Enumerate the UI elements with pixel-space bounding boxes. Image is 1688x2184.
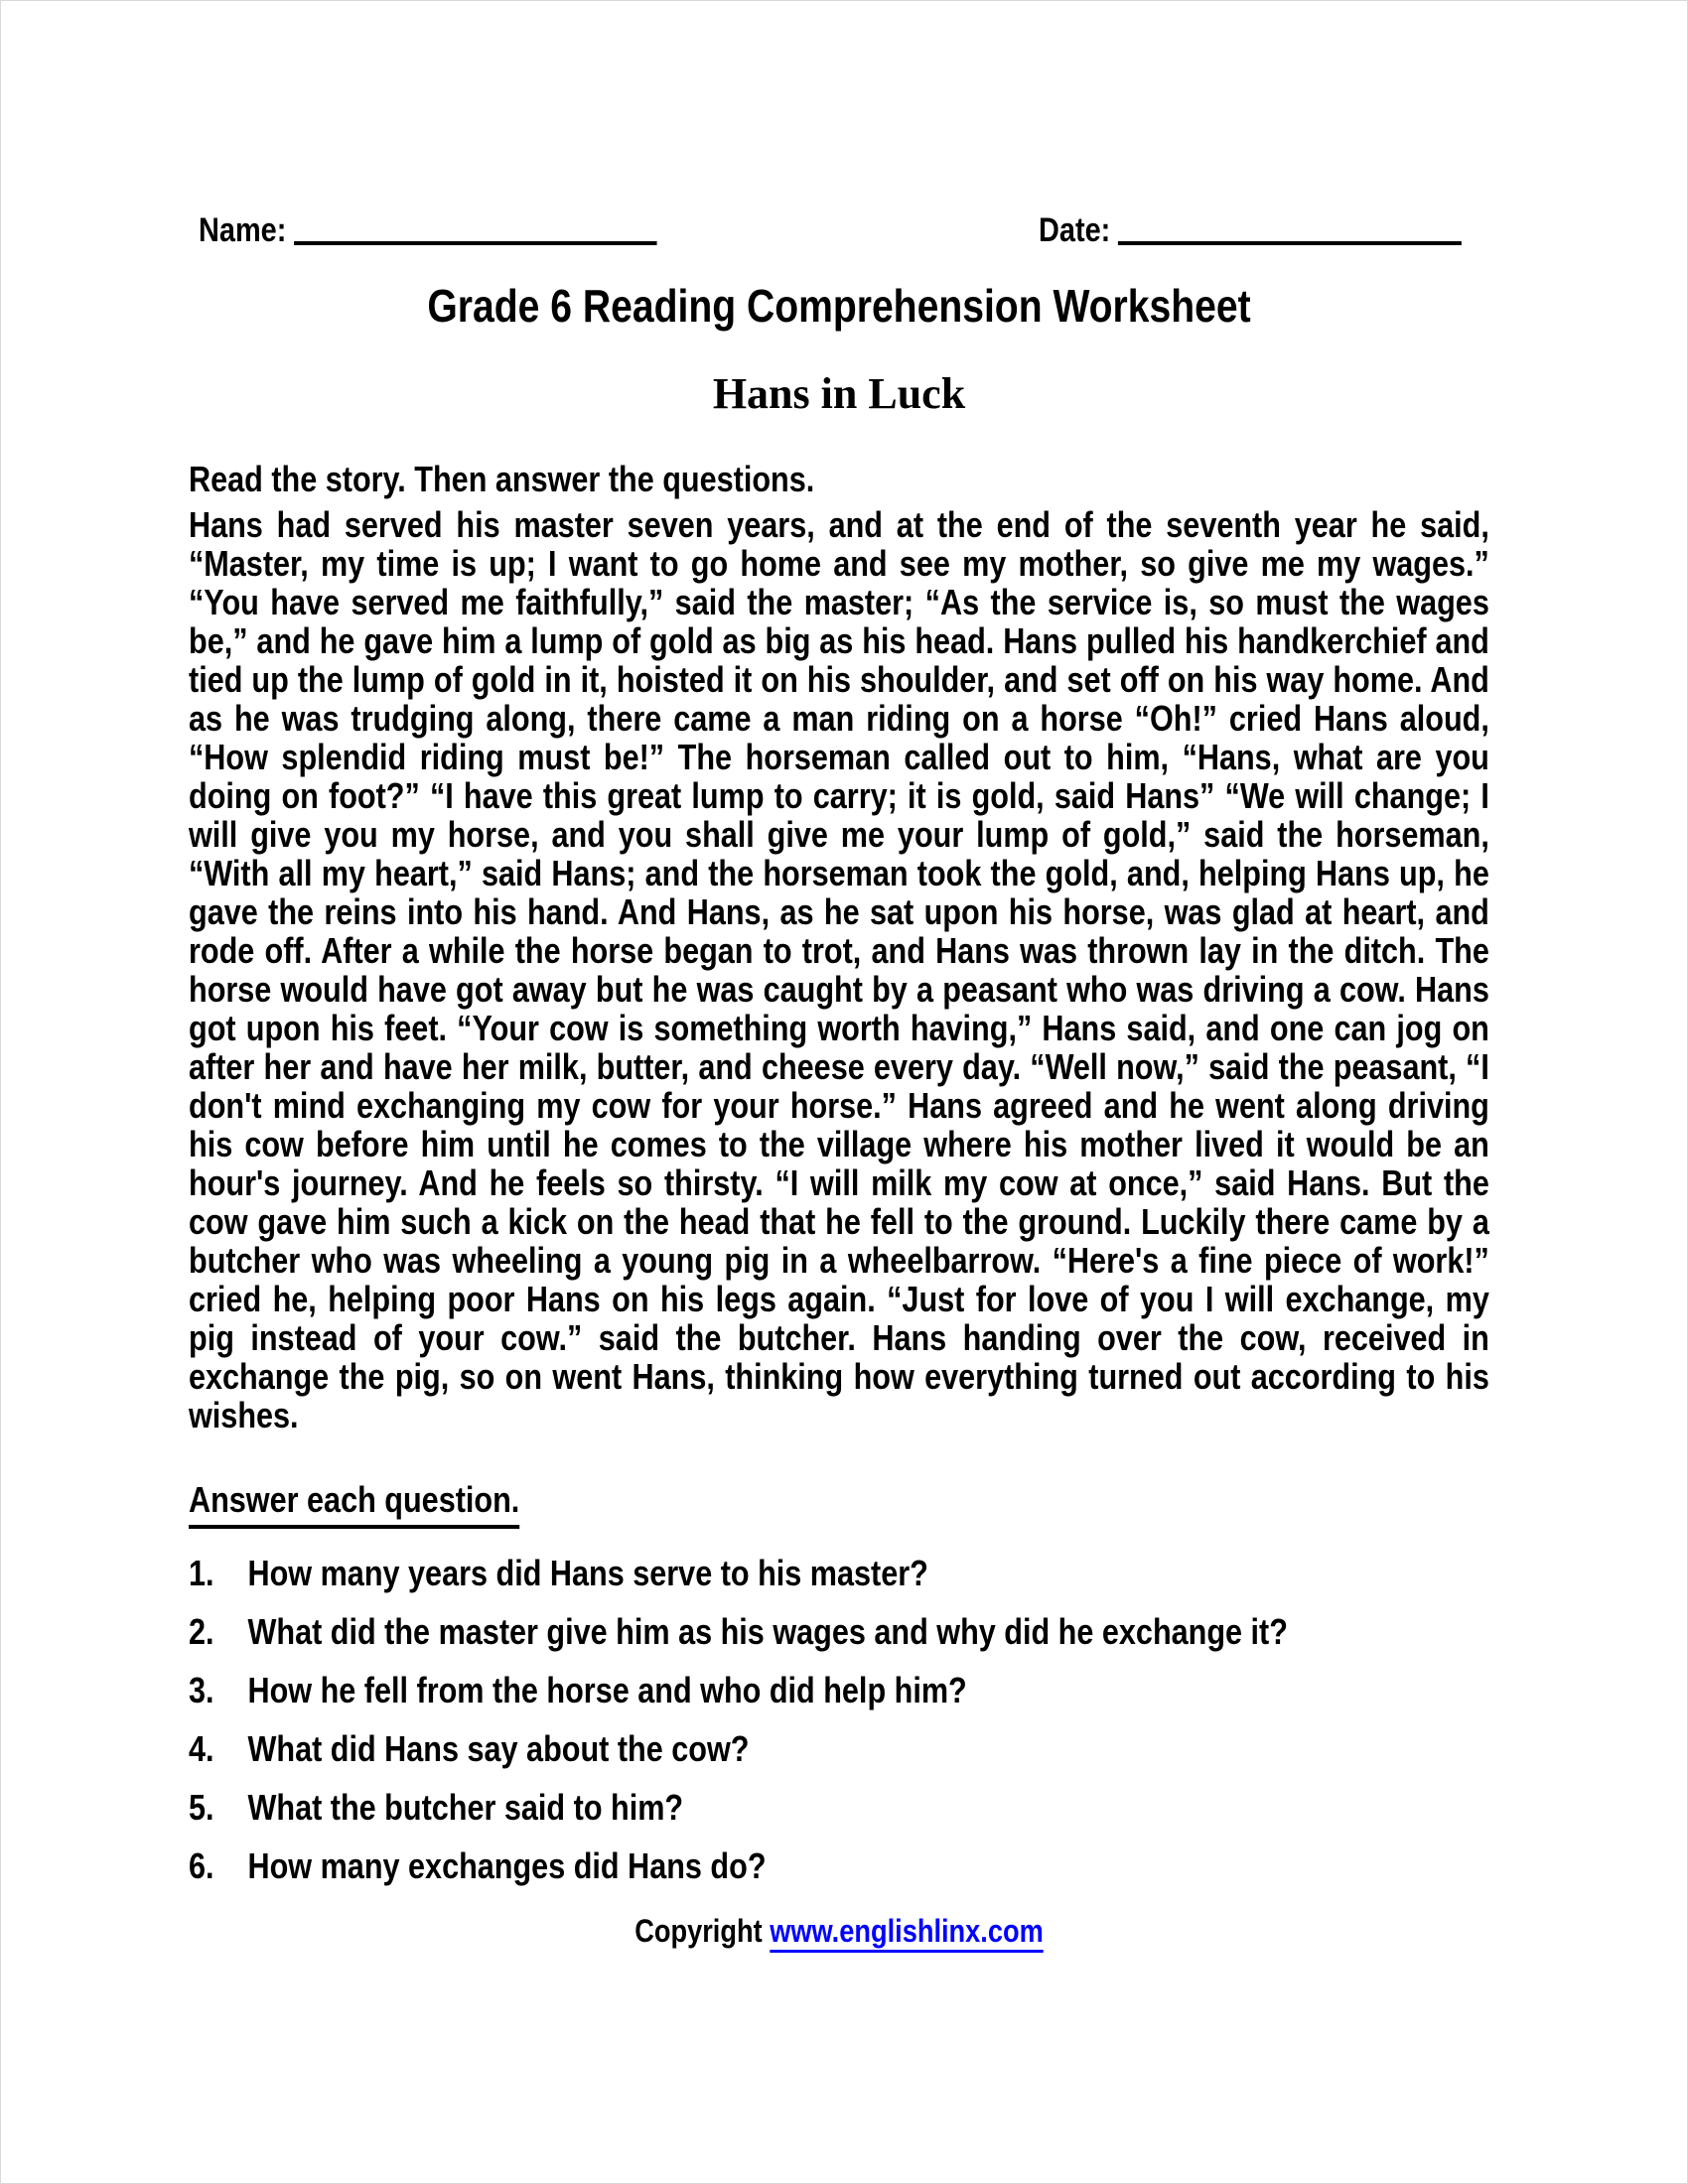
question-number: 2. <box>189 1611 214 1652</box>
story-text: Hans had served his master seven years, and at the end of the seventh year he said, “Master, my time is up; I want to go home and see my mother, so give me my wages.” “You have served me faithfully,” said the master; “As the service is, so must the wages be,” and he gave him a lump of gold as big as his head. Hans pulled his handkerchief and tied up the lump of gold in it, hoisted it on his shoulder, and set off on his way home. And as he was trudging along, there came a man riding on a horse “Oh!” cried Hans aloud, “How splendid riding must be!” The horseman called out to him, “Hans, what are you doing on foot?” “I have this great lump to carry; it is gold, said Hans” “We will change; I will give you my horse, and you shall give me your lump of gold,” said the horseman, “With all my heart,” said Hans; and the horseman took the gold, and, helping Hans up, he gave the reins into his hand. And Hans, as he sat upon his horse, was glad at heart, and rode off. After a while the horse began to trot, and Hans was thrown lay in the ditch. The horse would have got away but he was caught by a peasant who was driving a cow. Hans got upon his feet. “Your cow is something worth having,” Hans said, and one can jog on after her and have her milk, butter, and cheese every day. “Well now,” said the peasant, “I don't mind exchanging my cow for your horse.” Hans agreed and he went along driving his cow before him until he comes to the village where his mother lived it would be an hour's journey. And he feels so thirsty. “I will milk my cow at once,” said Hans. But the cow gave him such a kick on the head that he fell to the ground. Luckily there came by a butcher who was wheeling a young pig in a wheelbarrow. “Here's a fine piece of work!” cried he, helping poor Hans on his legs again. “Just for love of you I will exchange, my pig instead of your cow.” said the butcher. Hans handing over the cow, received in exchange the pig, so on went Hans, thinking how everything turned out according to his wishes. <box>189 504 1489 1435</box>
question-number: 3. <box>189 1670 214 1710</box>
question-number: 1. <box>189 1553 214 1593</box>
question-item-6 <box>189 1847 1295 1885</box>
question-item-5 <box>189 1789 1295 1827</box>
date-label: Date: <box>1039 211 1111 249</box>
question-item-1 <box>189 1555 1295 1592</box>
question-number: 5. <box>189 1787 214 1828</box>
question-item-3 <box>189 1672 1295 1709</box>
name-field <box>199 204 656 252</box>
name-blank-line <box>294 207 657 245</box>
copyright-link[interactable]: www.englishlinx.com <box>770 1913 1044 1953</box>
question-text: How many years did Hans serve to his master? <box>247 1553 928 1593</box>
question-text: What the butcher said to him? <box>247 1787 684 1828</box>
question-text: What did Hans say about the cow? <box>247 1728 750 1769</box>
question-text: What did the master give him as his wages and why did he exchange it? <box>247 1611 1288 1652</box>
copyright-line <box>286 1911 1392 1951</box>
name-date-row <box>189 204 1489 249</box>
copyright-prefix: Copyright <box>634 1913 763 1949</box>
question-number: 4. <box>189 1728 214 1769</box>
question-number: 6. <box>189 1845 214 1886</box>
date-field <box>1039 204 1462 252</box>
name-label: Name: <box>199 211 287 249</box>
answer-section-heading <box>189 1478 1295 1529</box>
story-title: Hans in Luck <box>712 369 966 418</box>
worksheet-title: Grade 6 Reading Comprehension Worksheet <box>427 280 1251 332</box>
question-item-4 <box>189 1730 1295 1768</box>
questions-list <box>189 1555 1489 1885</box>
instructions-text: Read the story. Then answer the questions. <box>189 459 815 499</box>
answer-heading-label: Answer each question. <box>189 1478 519 1529</box>
question-text: How many exchanges did Hans do? <box>247 1845 767 1886</box>
worksheet-content <box>189 204 1489 1951</box>
question-item-2 <box>189 1613 1295 1651</box>
date-blank-line <box>1118 207 1462 245</box>
question-text: How he fell from the horse and who did help him? <box>247 1670 967 1710</box>
